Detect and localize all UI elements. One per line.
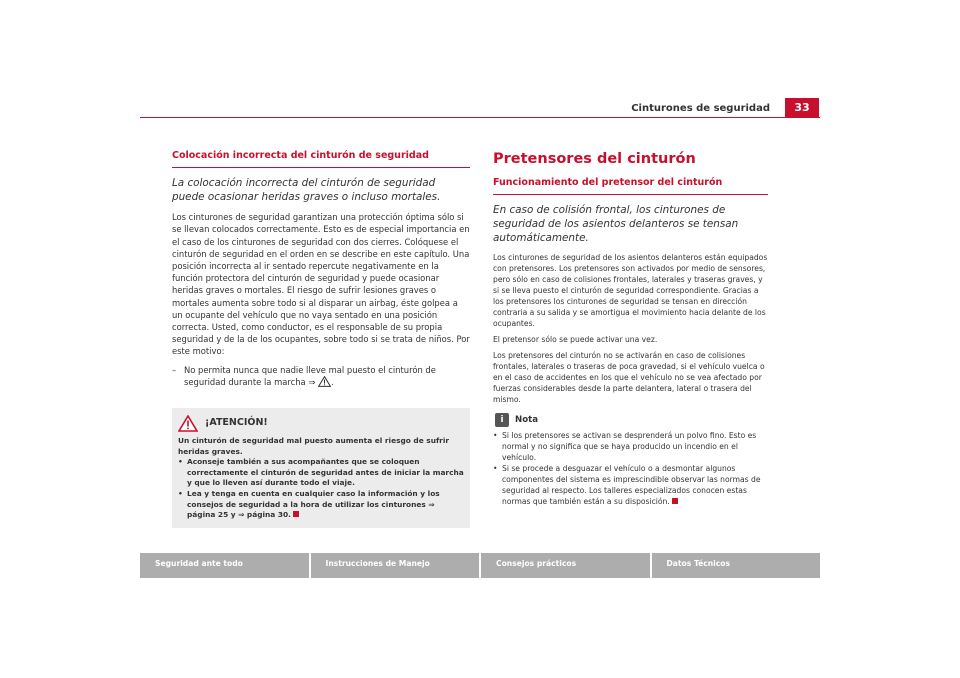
dash-item-text: No permita nunca que nadie lleve mal puesto el cinturón de seguridad durante la marcha ⇒ . [184, 364, 470, 390]
header-rule [140, 117, 820, 118]
footer-tab-operation[interactable]: Instrucciones de Manejo [311, 553, 480, 578]
bullet-dot: • [493, 464, 498, 474]
body-paragraph: Los pretensores del cinturón no se activarán en caso de colisiones frontales, laterales o traseras de poca gravedad, si el vehículo vuelca o en el caso de accidentes en los que el vehículo no se vea afectado por fuerzas considerables desde la parte delantera, lateral o trasera del mismo. [493, 351, 765, 405]
chapter-title: Pretensores del cinturón [493, 151, 696, 167]
warning-bullet: • Lea y tenga en cuenta en cualquier caso la información y los consejos de seguridad a la hora de utilizar los cinturones ⇒ página 25 y ⇒ página 30. [178, 489, 440, 520]
body-paragraph: El pretensor sólo se puede activar una vez. [493, 335, 658, 345]
body-paragraph: Los cinturones de seguridad garantizan una protección óptima sólo si se llevan colocados correctamente. Esto es de especial importancia en el caso de los cinturones de seguridad con dos cierres. Colóquese el cinturón de seguridad en el orden en se describe en este capítulo. Una posición incorrecta al ir sentado repercute negativamente en la función protectora del cinturón de seguridad y puede ocasionar heridas graves o mortales. El riesgo de sufrir lesiones graves o mortales aumenta sobre todo si al disparar un airbag, éste golpea a un ocupante del vehículo que no vaya sentado en una posición correcta. Usted, como conductor, es el responsable de su propia seguridad y de la de los ocupantes, sobre todo si se trata de niños. Por este motivo: [172, 212, 470, 357]
note-bullet: • Si se procede a desguazar el vehículo o a desmontar algunos componentes del sistema es imprescindible observar las normas de seguridad al respecto. Los talleres especializados conocen estas normas que también están a su disposición. [493, 464, 761, 507]
dash-marker: – [172, 364, 177, 375]
note-box [493, 413, 768, 507]
bullet-dot: • [178, 489, 183, 499]
end-of-section-icon [293, 511, 299, 517]
note-title: Nota [515, 415, 539, 426]
footer-navigation [140, 553, 820, 578]
warning-bullet: • Aconseje también a sus acompañantes que se coloquen correctamente el cinturón de seguridad antes de iniciar la marcha y que lo lleven así durante todo el viaje. [178, 457, 464, 488]
body-paragraph: Los cinturones de seguridad de los asientos delanteros están equipados con pretensores. Los pretensores son activados por medio de sensores, pero sólo en caso de colisiones frontales, laterales y traseras graves, y si se lleva puesto el cinturón de seguridad correspondiente. Gracias a los pretensores los cinturones de seguridad se tensan en dirección contraria a su salida y se amortigua el movimiento hacia delante de los ocupantes. [493, 253, 768, 329]
note-icon: i [495, 413, 509, 427]
bullet-dot: • [493, 431, 498, 441]
footer-tab-technical-data[interactable]: Datos Técnicos [652, 553, 821, 578]
section-title-incorrect-belt: Colocación incorrecta del cinturón de seguridad [172, 150, 470, 168]
bullet-dot: • [178, 457, 183, 467]
section-lead: En caso de colisión frontal, los cinturones de seguridad de los asientos delanteros se tensan automáticamente. [493, 204, 739, 245]
section-lead: La colocación incorrecta del cinturón de seguridad puede ocasionar heridas graves o incluso mortales. [172, 177, 441, 204]
warning-header [178, 415, 464, 432]
note-header [493, 413, 768, 427]
note-bullet: • Si los pretensores se activan se desprenderá un polvo fino. Esto es normal y no significa que se haya producido un incendio en el vehículo. [493, 431, 757, 463]
running-header-title: Cinturones de seguridad [631, 103, 770, 114]
footer-tab-safety[interactable]: Seguridad ante todo [140, 553, 309, 578]
right-column [493, 150, 768, 507]
dash-list-item [172, 364, 470, 390]
warning-title: ¡ATENCIÓN! [205, 417, 268, 429]
left-column [172, 150, 470, 528]
warning-triangle-icon [318, 376, 331, 390]
warning-triangle-icon [178, 415, 198, 432]
warning-box [172, 408, 470, 528]
section-title-pretensioner: Funcionamiento del pretensor del cinturón [493, 177, 768, 195]
end-of-section-icon [672, 498, 678, 504]
page-number: 33 [785, 98, 819, 118]
footer-tab-tips[interactable]: Consejos prácticos [481, 553, 650, 578]
warning-intro: Un cinturón de seguridad mal puesto aumenta el riesgo de sufrir heridas graves. [178, 436, 450, 456]
